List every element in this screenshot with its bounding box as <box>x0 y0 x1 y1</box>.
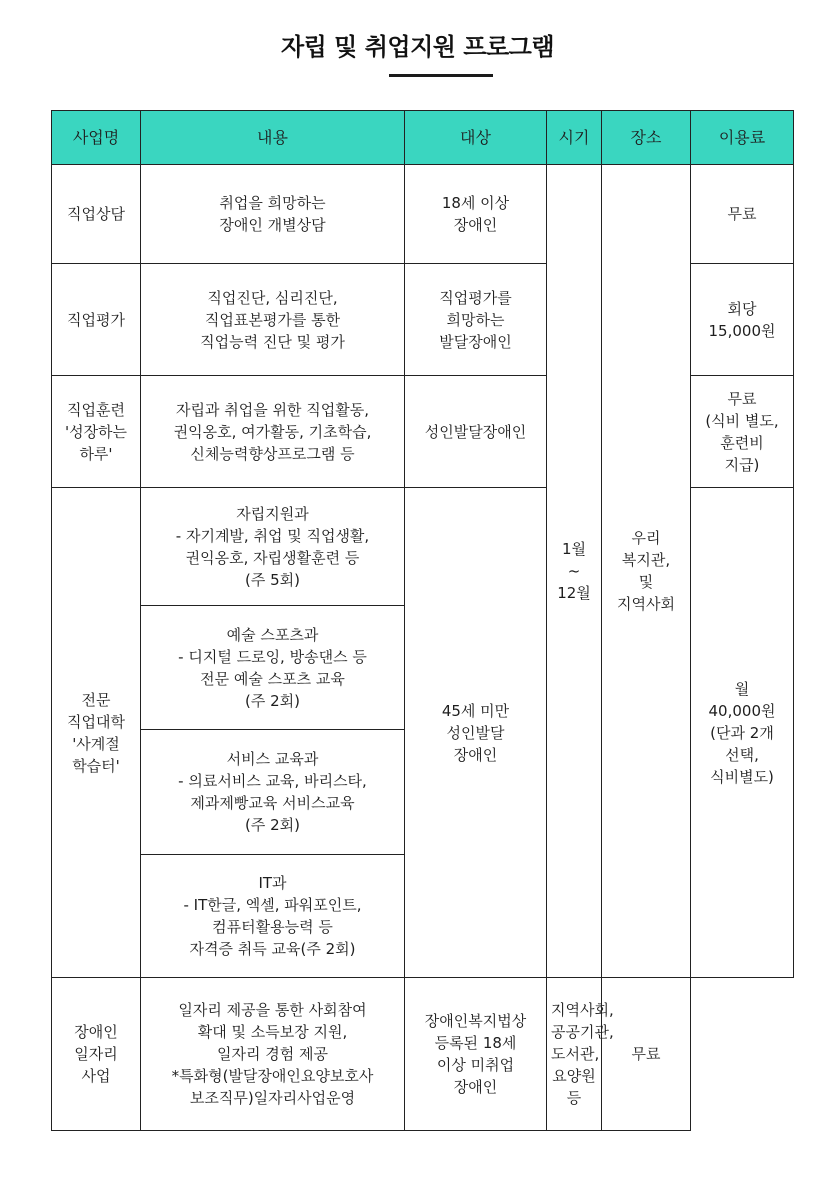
college-course-2: 예술 스포츠과 - 디지털 드로잉, 방송댄스 등 전문 예술 스포츠 교육 (주 2회) <box>141 606 405 730</box>
training-content: 자립과 취업을 위한 직업활동, 권익옹호, 여가활동, 기초학습, 신체능력향상프로그램 등 <box>141 376 405 488</box>
evaluation-fee: 회당 15,000원 <box>691 264 794 376</box>
counsel-target: 18세 이상 장애인 <box>405 165 547 264</box>
period-cell: 1월 ~ 12월 <box>547 165 602 978</box>
college-course-3: 서비스 교육과 - 의료서비스 교육, 바리스타, 제과제빵교육 서비스교육 (주 2회) <box>141 730 405 855</box>
evaluation-name: 직업평가 <box>52 264 141 376</box>
table-header-row <box>52 111 794 165</box>
jobs-name: 장애인 일자리 사업 <box>52 978 141 1131</box>
jobs-content: 일자리 제공을 통한 사회참여 확대 및 소득보장 지원, 일자리 경험 제공 *특화형(발달장애인요양보호사 보조직무)일자리사업운영 <box>141 978 405 1131</box>
counsel-name: 직업상담 <box>52 165 141 264</box>
place-main-cell: 우리 복지관, 및 지역사회 <box>602 165 691 978</box>
table-row-counsel <box>52 165 794 264</box>
training-fee: 무료 (식비 별도, 훈련비 지급) <box>691 376 794 488</box>
training-target: 성인발달장애인 <box>405 376 547 488</box>
college-name: 전문 직업대학 '사계절 학습터' <box>52 488 141 978</box>
college-course-1: 자립지원과 - 자기계발, 취업 및 직업생활, 권익옹호, 자립생활훈련 등 (주 5회) <box>141 488 405 606</box>
table-row-jobs <box>52 978 794 1131</box>
evaluation-target: 직업평가를 희망하는 발달장애인 <box>405 264 547 376</box>
page-title: 자립 및 취업지원 프로그램 <box>280 33 555 61</box>
header-place: 장소 <box>602 111 691 165</box>
header-content: 내용 <box>141 111 405 165</box>
program-table <box>51 110 794 1131</box>
header-fee: 이용료 <box>691 111 794 165</box>
header-period: 시기 <box>547 111 602 165</box>
college-target: 45세 미만 성인발달 장애인 <box>405 488 547 978</box>
jobs-fee: 무료 <box>602 978 691 1131</box>
jobs-place: 지역사회, 공공기관, 도서관, 요양원 등 <box>547 978 602 1131</box>
counsel-content: 취업을 희망하는 장애인 개별상담 <box>141 165 405 264</box>
header-target: 대상 <box>405 111 547 165</box>
jobs-target: 장애인복지법상 등록된 18세 이상 미취업 장애인 <box>405 978 547 1131</box>
header-program-name: 사업명 <box>52 111 141 165</box>
title-underline <box>389 74 493 77</box>
college-course-4: IT과 - IT한글, 엑셀, 파워포인트, 컴퓨터활용능력 등 자격증 취득 교육(주 2회) <box>141 855 405 978</box>
evaluation-content: 직업진단, 심리진단, 직업표본평가를 통한 직업능력 진단 및 평가 <box>141 264 405 376</box>
training-name: 직업훈련 '성장하는 하루' <box>52 376 141 488</box>
college-fee: 월 40,000원 (단과 2개 선택, 식비별도) <box>691 488 794 978</box>
counsel-fee: 무료 <box>691 165 794 264</box>
